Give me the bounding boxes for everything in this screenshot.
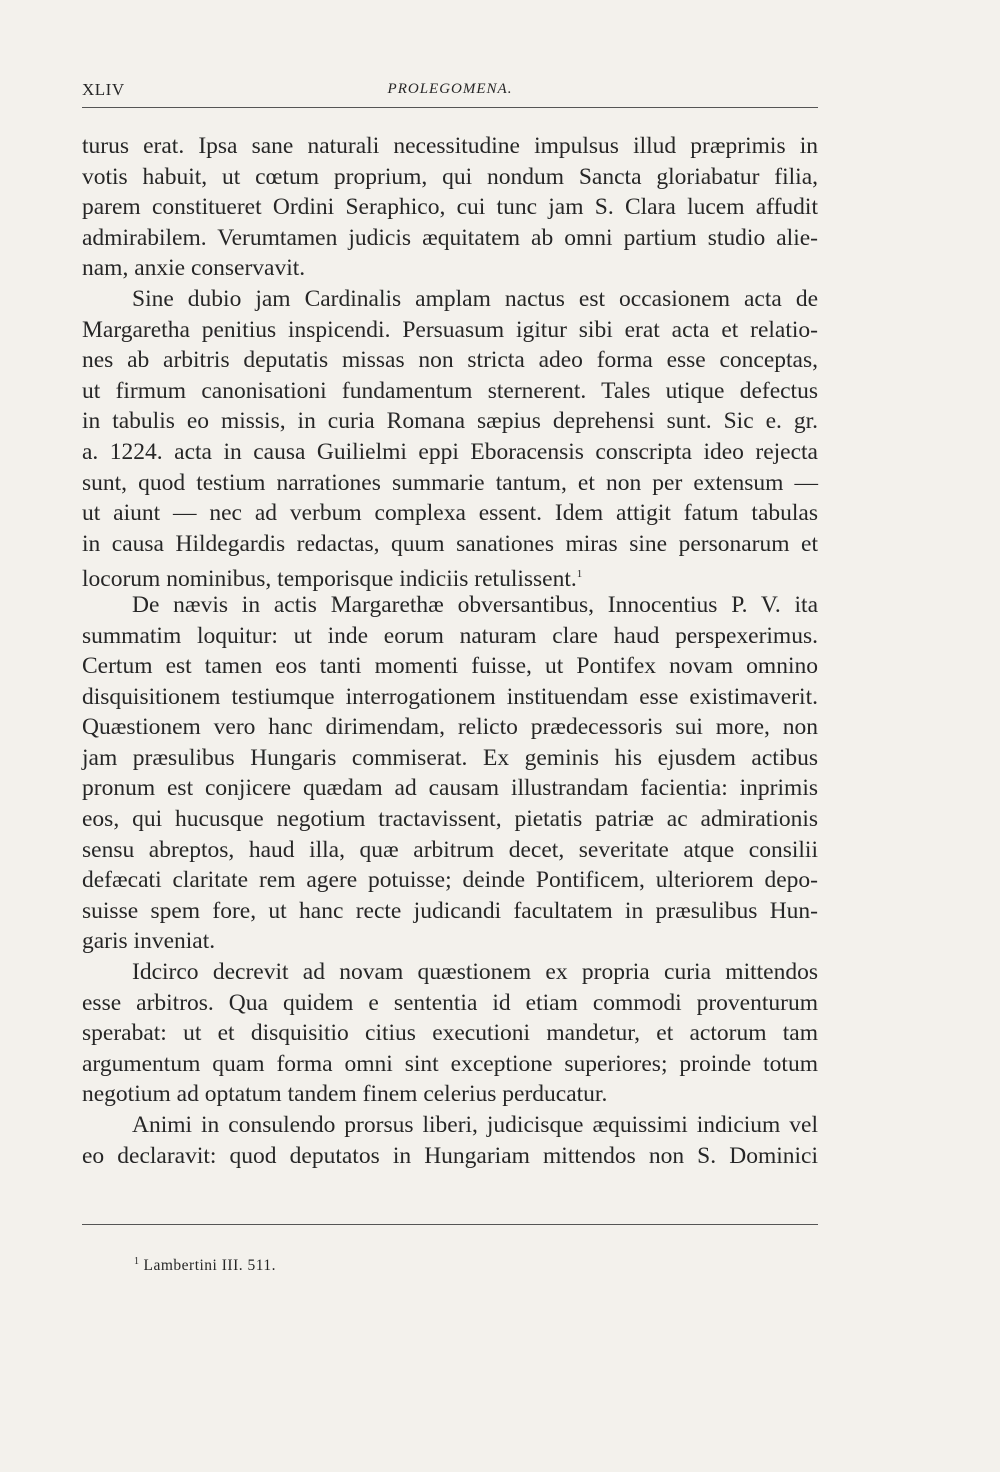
text-line: ut firmum canonisationi fundamentum sternerent. Tales utique defectus: [82, 377, 818, 404]
text-line: turus erat. Ipsa sane naturali necessitudine impulsus illud præprimis in: [82, 133, 818, 159]
footnote-marker: 1: [134, 1256, 140, 1267]
text-line: jam præsulibus Hungaris commiserat. Ex geminis his ejusdem actibus: [82, 744, 818, 771]
text-line: eo declaravit: quod deputatos in Hungariam mittendos non S. Dominici: [82, 1142, 818, 1169]
text-line: garis inveniat.: [82, 928, 216, 955]
text-line: Sine dubio jam Cardinalis amplam nactus est occasionem acta de: [132, 285, 818, 312]
text-line: sunt, quod testium narrationes summarie tantum, et non per extensum —: [82, 469, 818, 496]
text-line: pronum est conjicere quædam ad causam illustrandam facientia: inprimis: [82, 775, 818, 802]
text-line: negotium ad optatum tandem finem celerius perducatur.: [82, 1081, 608, 1108]
text-line: defæcati claritate rem agere potuisse; deinde Pontificem, ulteriorem depo-: [82, 867, 818, 894]
text-line: votis habuit, ut cœtum proprium, qui nondum Sancta gloriabatur filia,: [82, 163, 818, 190]
text-line: Margaretha penitius inspicendi. Persuasum igitur sibi erat acta et relatio-: [82, 316, 818, 343]
text-line: a. 1224. acta in causa Guilielmi eppi Eboracensis conscripta ideo rejecta: [82, 438, 818, 465]
footnote-rule: [82, 1224, 818, 1225]
text-line: in causa Hildegardis redactas, quum sanationes miras sine personarum et: [82, 530, 818, 557]
text-line: nam, anxie conservavit.: [82, 255, 306, 282]
text-line: Animi in consulendo prorsus liberi, judicisque æquissimi indicium vel: [132, 1112, 818, 1138]
text-line: disquisitionem testiumque interrogationem instituendam esse existimaverit.: [82, 683, 818, 710]
header-rule: [82, 107, 818, 108]
text-line: [82, 559, 818, 593]
text-line: admirabilem. Verumtamen judicis æquitatem ab omni partium studio alie-: [82, 224, 818, 251]
footnote-text: Lambertini III. 511.: [143, 1257, 277, 1274]
running-title: PROLEGOMENA.: [387, 81, 513, 97]
text-line: eos, qui hucusque negotium tractavissent, pietatis patriæ ac admirationis: [82, 806, 818, 833]
text-line: sperabat: ut et disquisitio citius executioni mandetur, et actorum tam: [82, 1020, 818, 1047]
text-line-content: locorum nominibus, temporisque indiciis retulissent.: [82, 566, 577, 593]
text-line: in tabulis eo missis, in curia Romana sæpius deprehensi sunt. Sic e. gr.: [82, 408, 818, 435]
footnote: [134, 1256, 276, 1275]
text-line: nes ab arbitris deputatis missas non stricta adeo forma esse conceptas,: [82, 347, 818, 374]
text-line: esse arbitros. Qua quidem e sententia id etiam commodi proventurum: [82, 989, 818, 1016]
text-line: ut aiunt — nec ad verbum complexa essent. Idem attigit fatum tabulas: [82, 500, 818, 527]
text-line: Quæstionem vero hanc dirimendam, relicto prædecessoris sui more, non: [82, 714, 818, 741]
text-line: suisse spem fore, ut hanc recte judicandi facultatem in præsulibus Hun-: [82, 897, 818, 924]
footnote-reference[interactable]: 1: [576, 568, 583, 581]
text-line: Idcirco decrevit ad novam quæstionem ex propria curia mittendos: [132, 959, 818, 986]
folio-number: XLIV: [82, 80, 125, 99]
text-line: summatim loquitur: ut inde eorum naturam clare haud perspexerimus.: [82, 622, 818, 649]
text-line: argumentum quam forma omni sint exceptione superiores; proinde totum: [82, 1050, 818, 1077]
text-line: Certum est tamen eos tanti momenti fuisse, ut Pontifex novam omnino: [82, 653, 818, 680]
page-header: [82, 80, 818, 104]
text-line: parem constitueret Ordini Seraphico, cui tunc jam S. Clara lucem affudit: [82, 194, 818, 221]
body-text: [82, 131, 818, 1171]
text-line: sensu abreptos, haud illa, quæ arbitrum decet, severitate atque consilii: [82, 836, 818, 863]
text-line: De nævis in actis Margarethæ obversantibus, Innocentius P. V. ita: [132, 591, 818, 618]
